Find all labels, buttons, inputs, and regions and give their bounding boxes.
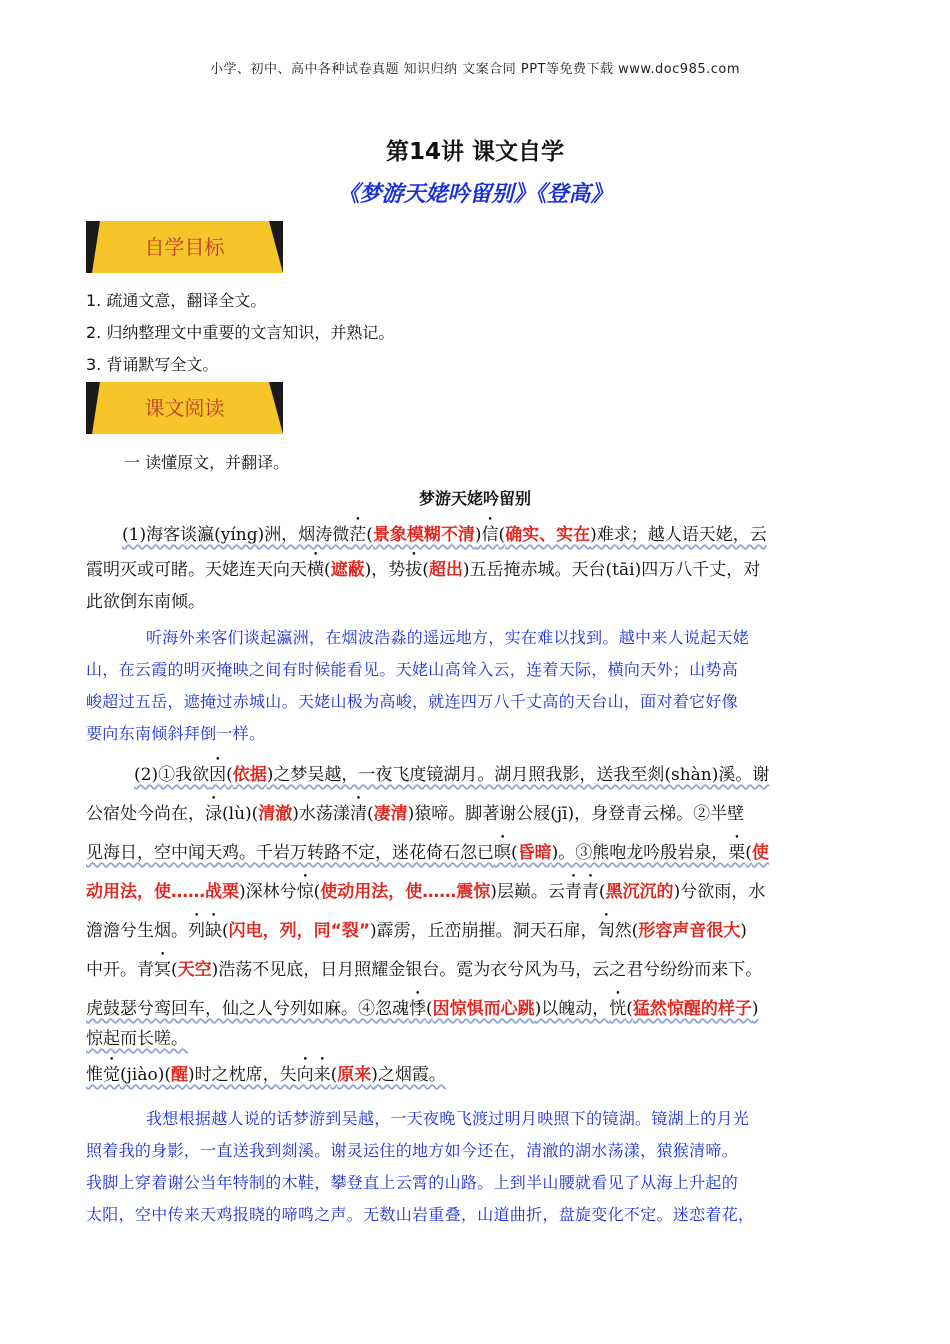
gloss: 凄清 [373,804,408,824]
paragraph-1-translation [86,622,870,750]
text-line [86,911,866,946]
annotated-char: 惊 [296,882,314,902]
gloss: 因惊惧而心跳 [432,999,535,1019]
text-run: ( [366,525,373,545]
banner-reading [86,382,283,434]
annotated-char: 暝 [494,843,511,863]
text-run: ( [366,804,374,824]
translation-line: 听海外来客们谈起瀛洲，在烟波浩淼的遥远地方，实在难以找到。越中来人说起天姥 [146,628,750,647]
text-run: (jiào)( [120,1065,171,1085]
gloss: 确实、实在 [505,525,591,545]
annotated-char: 渌 [205,804,222,824]
text-run: )。③熊咆龙吟殷岩泉， [551,843,729,863]
text-run: ( [626,999,633,1019]
text-run: )霹雳，丘峦崩摧。洞天石扉， [370,921,598,941]
annotated-char: 栗 [728,843,746,863]
gloss: 闪电，列，同“裂” [228,921,370,941]
text-run: 惟 [86,1065,103,1085]
text-run: 公宿处今尚在， [86,804,205,824]
text-line [86,794,866,829]
text-line [86,1055,866,1090]
text-line [86,755,866,790]
text-line [86,950,866,985]
text-line [86,550,866,585]
annotated-char: 信 [481,525,499,545]
text-run: (2)①我欲 [134,765,210,785]
goal-item: 3. 背诵默写全文。 [86,355,219,374]
annotated-char: 向来 [296,1065,331,1085]
text-line: 惊起而长嗟。 [86,1029,188,1049]
text-run: 虎鼓瑟兮鸾回车，仙之人兮列如麻。④忽魂 [86,999,409,1019]
text-run: )时之枕席，失 [187,1065,297,1085]
text-run: )之烟霞。 [371,1065,446,1085]
gloss: 醒 [170,1065,188,1085]
text-run: )猿啼。脚著谢公屐(jī)，身登青云梯。②半壁 [407,804,745,824]
text-run: ( [226,765,233,785]
text-run: ) [740,921,747,941]
text-run: 见海日，空中闻天鸡。千岩万转路不定，迷花倚石忽已 [86,843,494,863]
text-run: ( [324,560,331,580]
gloss: 原来 [337,1065,372,1085]
text-line [86,833,866,868]
translation-line: 照着我的身影，一直送我到剡溪。谢灵运住的地方如今还在，清澈的湖水荡漾，猿猴清啼。 [86,1141,739,1160]
text-run: )以魄动， [534,999,610,1019]
text-run: ( [511,843,518,863]
page-header: 小学、初中、高中各种试卷真题 知识归纳 文案合同 PPT等免费下载 www.doc985.com [209,62,741,77]
gloss: 形容声音很大 [638,921,741,941]
text-run: 然( [614,921,639,941]
text-run: )，势 [364,560,406,580]
text-run: ( [313,882,321,902]
gloss: 昏暗 [517,843,552,863]
text-run: 澹澹兮生烟。 [86,921,188,941]
poem-title: 梦游天姥吟留别 [418,489,531,508]
text-run: ) [474,525,482,545]
text-run: ) [751,999,759,1019]
annotated-char: 青青 [564,882,599,902]
annotated-char: 清 [349,804,367,824]
gloss: 猛然惊醒的样子 [632,999,752,1019]
banner-reading-label: 课文阅读 [144,396,225,420]
text-run: ( [330,1065,338,1085]
annotated-char: 拔 [405,560,423,580]
text-line [86,872,866,907]
goal-item: 2. 归纳整理文中重要的文言知识，并熟记。 [86,323,395,342]
paragraph-1-original [86,515,866,620]
annotated-char: 悸 [409,999,426,1019]
gloss: 依据 [232,765,267,785]
text-run: )水荡漾 [292,804,350,824]
paragraph-2-translation [86,1103,870,1231]
goal-item: 1. 疏通文意，翻译全文。 [86,291,267,310]
text-run: )难求；越人语天姥，云 [590,525,767,545]
annotated-char: 冥 [154,960,171,980]
annotated-char: 茫 [349,525,367,545]
text-run: )深林兮 [239,882,297,902]
text-run: )浩荡不见底，日月照耀金银台。霓为衣兮风为马，云之君兮纷纷而来下。 [211,960,763,980]
translation-line: 山，在云霞的明灭掩映之间有时候能看见。天姥山高耸入云，连着天际，横向天外；山势高 [86,660,739,679]
gloss: 黑沉沉的 [605,882,674,902]
gloss: 使动用法，使……震惊 [320,882,491,902]
banner-goals [86,221,283,273]
translation-line: 我想根据越人说的话梦游到吴越，一天夜晚飞渡过明月映照下的镜湖。镜湖上的月光 [146,1109,750,1128]
text-line: 此欲倒东南倾。 [86,592,205,612]
text-line [86,989,866,1024]
annotated-char: 觉 [103,1065,120,1085]
text-run: )之梦吴越，一夜飞度镜湖月。湖月照我影，送我至剡(shàn)溪。谢 [266,765,770,785]
text-run: ( [171,960,178,980]
text-run: )五岳掩赤城。天台(tāi)四万八千丈，对 [462,560,761,580]
lesson-subtitle: 《梦游天姥吟留别》《登高》 [337,182,613,207]
text-run: ( [498,525,506,545]
lesson-title: 第14讲 课文自学 [385,139,564,165]
gloss: 使 [751,843,769,863]
text-run: ( [222,921,229,941]
gloss: 景象模糊不清 [372,525,475,545]
translation-line: 太阳，空中传来天鸡报晓的啼鸣之声。无数山岩重叠，山道曲折，盘旋变化不定。迷恋着花， [86,1205,755,1224]
gloss: 清澈 [258,804,293,824]
paragraph-2-original [86,755,866,1090]
text-line [86,515,866,550]
gloss: 动用法，使……战栗 [86,882,239,902]
gloss: 天空 [177,960,212,980]
text-run: ( [598,882,606,902]
banner-goals-label: 自学目标 [144,235,225,259]
text-run: 中开。青 [86,960,154,980]
gloss: 遮蔽 [330,560,365,580]
section-heading: 一 读懂原文，并翻译。 [124,453,290,472]
text-run: (lù)( [222,804,259,824]
annotated-char: 恍 [609,999,627,1019]
text-run: ( [426,999,433,1019]
text-run: ( [422,560,429,580]
text-run: (1)海客谈瀛(yíng)洲，烟涛微 [122,525,350,545]
text-run: )层巅。云 [490,882,565,902]
translation-line: 我脚上穿着谢公当年特制的木鞋，攀登直上云霄的山路。上到半山腰就看见了从海上升起的 [86,1173,739,1192]
translation-line: 要向东南倾斜拜倒一样。 [86,724,266,743]
annotated-char: 横 [307,560,324,580]
text-run: ( [745,843,752,863]
text-run: )兮欲雨，水 [673,882,766,902]
annotated-char: 列缺 [188,921,222,941]
annotated-char: 因 [209,765,227,785]
gloss: 超出 [428,560,463,580]
annotated-char: 訇 [597,921,615,941]
text-run: 霞明灭或可睹。天姥连天向天 [86,560,307,580]
translation-line: 峻超过五岳，遮掩过赤城山。天姥山极为高峻，就连四万八千丈高的天台山，面对着它好像 [86,692,739,711]
